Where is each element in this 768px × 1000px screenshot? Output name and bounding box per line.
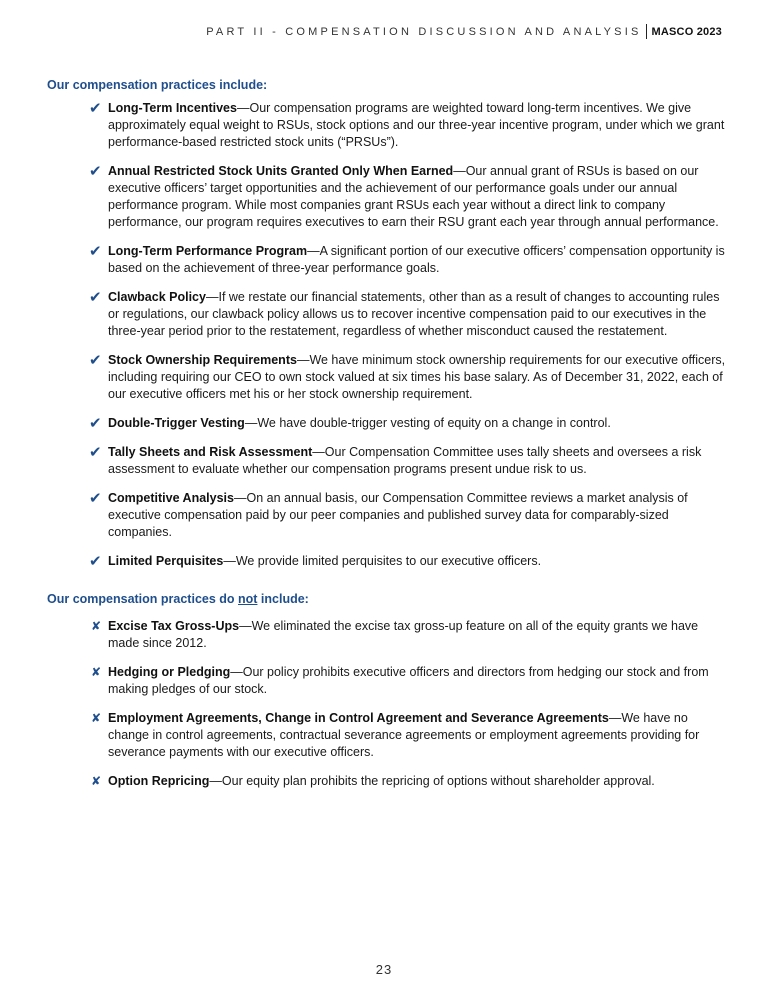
item-title: Employment Agreements, Change in Control Agreement and Severance Agreements (108, 711, 609, 725)
item-text: —We have no change in control agreements, contractual severance agreements or employment agreements providing for severance payments with our executive officers. (108, 711, 700, 759)
item-text: —A significant portion of our executive officers’ compensation opportunity is based on the achievement of three-year performance goals. (108, 244, 725, 275)
page-number: 23 (375, 962, 393, 977)
exclude-heading-before: Our compensation practices do (47, 592, 239, 606)
item-title: Tally Sheets and Risk Assessment (108, 445, 313, 459)
page-header (206, 24, 722, 39)
item-title: Long-Term Incentives (108, 101, 237, 115)
item-title: Clawback Policy (108, 290, 206, 304)
cross-mark-icon: ✘ (91, 665, 102, 679)
item-text: —We have double-trigger vesting of equity on a change in control. (244, 416, 611, 430)
list-item (89, 100, 729, 151)
item-text: —Our equity plan prohibits the repricing of options without shareholder approval. (209, 774, 655, 788)
exclude-heading-emphasis: not (238, 592, 258, 606)
item-text: —Our Compensation Committee uses tally sheets and oversees a risk assessment to evaluate whether our compensation programs present undue risk to us. (108, 445, 702, 476)
list-item (89, 444, 729, 478)
cross-mark-icon: ✘ (91, 619, 102, 633)
list-item (89, 664, 729, 698)
item-text: —We provide limited perquisites to our executive officers. (223, 554, 542, 568)
item-text: —We have minimum stock ownership requirements for our executive officers, including requiring our CEO to own stock valued at six times his base salary. As of December 31, 2022, each of our executive officers met his or her stock ownership requirement. (108, 353, 726, 401)
check-mark-icon: ✔ (89, 163, 102, 180)
item-text: —Our annual grant of RSUs is based on our executive officers’ target opportunities and the achievement of our performance goals under our annual performance program. While most companies grant RSUs each year without a direct link to company performance, our program requires executives to earn their RSU grant each year through annual performance. (108, 164, 719, 229)
list-item (89, 243, 729, 277)
list-item (89, 618, 729, 652)
header-divider (646, 24, 647, 39)
check-mark-icon: ✔ (89, 289, 102, 306)
item-title: Competitive Analysis (108, 491, 234, 505)
item-title: Long-Term Performance Program (108, 244, 308, 258)
check-mark-icon: ✔ (89, 490, 102, 507)
brand-title: MASCO 2023 (651, 25, 722, 38)
section-title: PART II - COMPENSATION DISCUSSION AND ANALYSIS (206, 25, 642, 38)
exclude-list (89, 618, 729, 790)
item-title: Option Repricing (108, 774, 210, 788)
check-mark-icon: ✔ (89, 352, 102, 369)
item-title: Limited Perquisites (108, 554, 224, 568)
list-item (89, 553, 729, 570)
exclude-heading-after: include: (257, 592, 309, 606)
cross-mark-icon: ✘ (91, 711, 102, 725)
list-item (89, 352, 729, 403)
item-text: —Our policy prohibits executive officers and directors from hedging our stock and from making pledges of our stock. (108, 665, 709, 696)
check-mark-icon: ✔ (89, 243, 102, 260)
check-mark-icon: ✔ (89, 444, 102, 461)
list-item (89, 415, 729, 432)
include-heading: Our compensation practices include: (47, 78, 268, 92)
list-item (89, 289, 729, 340)
item-title: Hedging or Pledging (108, 665, 231, 679)
item-text: —If we restate our financial statements, other than as a result of changes to accounting rules or regulations, our clawback policy allows us to recover incentive compensation paid to our executives in the three-year period prior to the restatement, regardless of whether misconduct caused the restatement. (108, 290, 720, 338)
include-list (89, 100, 729, 570)
cross-mark-icon: ✘ (91, 774, 102, 788)
exclude-heading (47, 592, 309, 606)
item-text: —Our compensation programs are weighted toward long-term incentives. We give approximately equal weight to RSUs, stock options and our three-year incentive program, under which we grant performance-based restricted stock units (“PRSUs”). (108, 101, 725, 149)
check-mark-icon: ✔ (89, 553, 102, 570)
item-title: Double-Trigger Vesting (108, 416, 245, 430)
item-title: Annual Restricted Stock Units Granted Only When Earned (108, 164, 454, 178)
check-mark-icon: ✔ (89, 100, 102, 117)
item-title: Excise Tax Gross-Ups (108, 619, 240, 633)
item-title: Stock Ownership Requirements (108, 353, 297, 367)
list-item (89, 710, 729, 761)
check-mark-icon: ✔ (89, 415, 102, 432)
item-text: —We eliminated the excise tax gross-up feature on all of the equity grants we have made since 2012. (108, 619, 699, 650)
list-item (89, 163, 729, 231)
list-item (89, 773, 729, 790)
item-text: —On an annual basis, our Compensation Committee reviews a market analysis of executive compensation paid by our peer companies and published survey data for comparably-sized companies. (108, 491, 688, 539)
list-item (89, 490, 729, 541)
